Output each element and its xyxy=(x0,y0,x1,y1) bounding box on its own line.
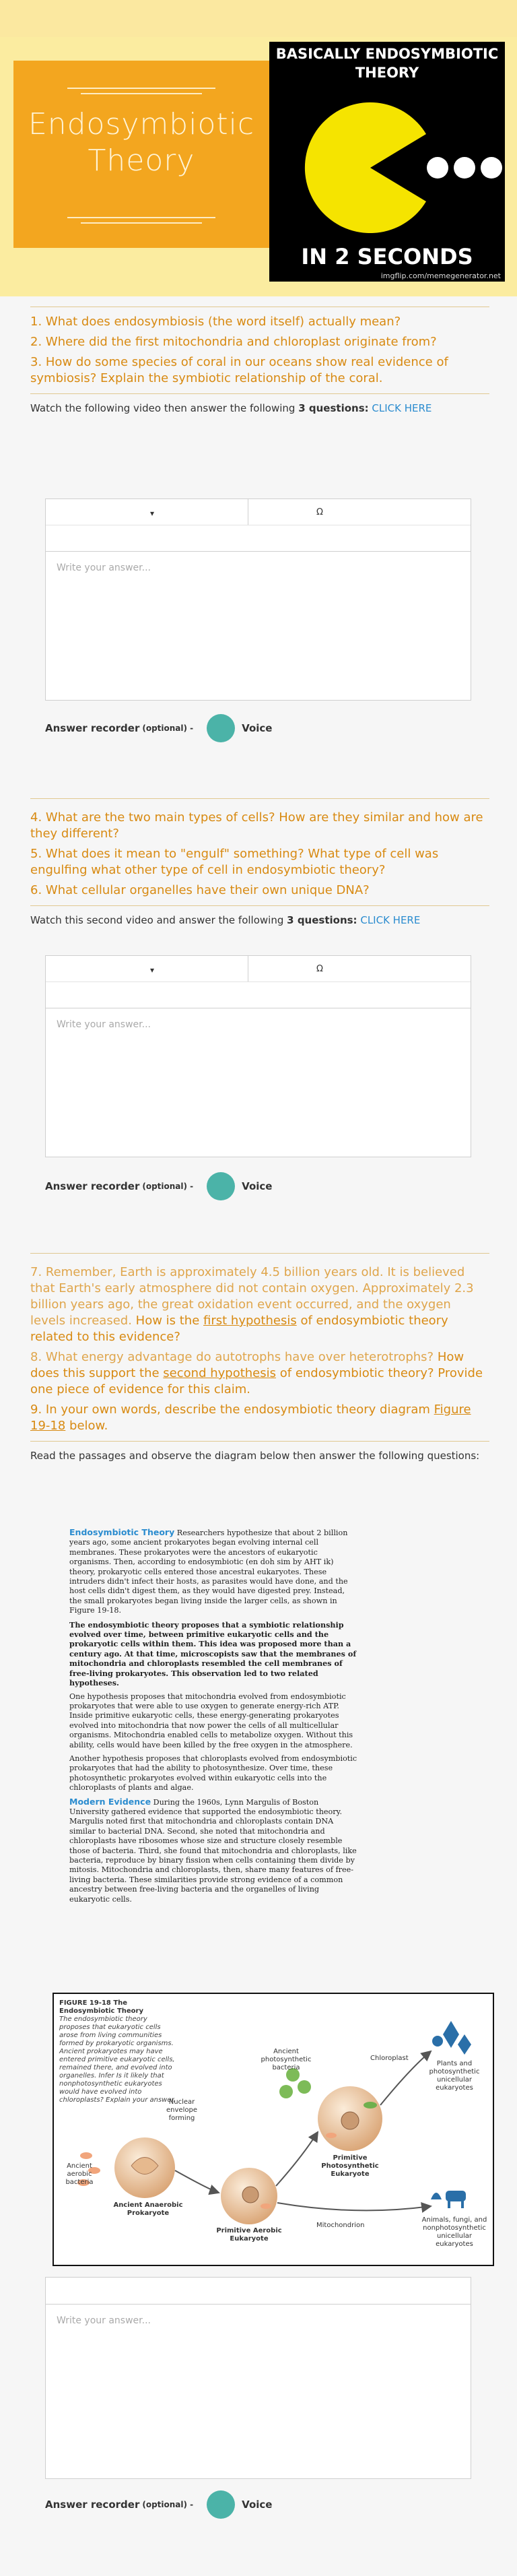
label-chloroplast: Chloroplast xyxy=(370,2055,409,2062)
section-3 xyxy=(30,1246,489,1516)
question-7-emphasis: first hypothesis xyxy=(203,1314,297,1328)
label-photosynthetic-eukaryote: Primitive Photosynthetic Eukaryote xyxy=(321,2154,379,2178)
omega-icon[interactable]: Ω xyxy=(316,964,323,974)
answer-recorder-2 xyxy=(45,1172,272,1200)
label-plants: Plants and photosynthetic unicellular eukaryotes xyxy=(429,2060,480,2092)
voice-record-button[interactable] xyxy=(207,714,235,742)
pacman-icon xyxy=(305,102,426,233)
recorder-optional: (optional) - xyxy=(142,2500,194,2509)
prompt-bold: 3 questions: xyxy=(298,402,369,414)
question-3: 3. How do some species of coral in our oceans show real evidence of symbiosis? Explain the symbiotic relationship of the coral. xyxy=(30,355,448,385)
title-line-1: Endosymbiotic xyxy=(28,107,255,141)
figure-caption-title: FIGURE 19-18 The Endosymbiotic Theory xyxy=(59,1999,143,2015)
title-rule xyxy=(67,217,215,218)
title-rule xyxy=(81,222,202,224)
question-8-end: of endosymbiotic theory? Provide one piece of evidence for this claim. xyxy=(30,1366,483,1396)
answer-input[interactable]: Write your answer... xyxy=(57,1019,151,1030)
label-nuclear-envelope: Nuclear envelope forming xyxy=(166,2098,197,2122)
question-9-end: below. xyxy=(69,1419,108,1433)
question-4: 4. What are the two main types of cells? How are they similar and how are they different? xyxy=(30,810,483,841)
mitochondrion xyxy=(326,2133,337,2138)
question-5: 5. What does it mean to "engulf" something? What type of cell was engulfing what other type of cell in endosymbiotic theory? xyxy=(30,847,439,877)
prompt-bold: 3 questions: xyxy=(287,914,357,926)
passage-paragraph: One hypothesis proposes that mitochondria evolved from endosymbiotic prokaryotes that were able to use oxygen to generate energy-rich ATP. Inside primitive eukaryotic cells, these energy-generating prokaryotes evolved into mitochondria that now power the cells of all multicellular organisms. Mitochondria enabled cells to metabolize oxygen. Without this ability, cells would have been killed by the free oxygen in the atmosphere. xyxy=(69,1692,353,1749)
divider xyxy=(30,905,489,906)
aerobic-bacterium xyxy=(80,2152,92,2159)
label-aerobic-eukaryote: Primitive Aerobic Eukaryote xyxy=(216,2227,282,2243)
textbook-passage xyxy=(69,1528,359,1908)
title-line-2: Theory xyxy=(88,143,195,178)
dot-icon xyxy=(454,157,475,179)
dot-icon xyxy=(427,157,448,179)
answer-editor-2[interactable] xyxy=(45,955,471,1157)
voice-label[interactable]: Voice xyxy=(242,2499,273,2511)
dropdown-icon[interactable]: ▾ xyxy=(150,965,155,975)
prompt-text: Watch this second video and answer the following xyxy=(30,914,284,926)
figure-caption-body: The endosymbiotic theory proposes that eukaryotic cells arose from living communities formed by prokaryotic organisms. Ancient prokaryotes may have entered primitive eukaryotic cells, remained there, and evolved into organelles. Infer Is it likely that nonphotosynthetic eukaryotes would have evolved into chloroplasts? Explain your answer. xyxy=(59,2016,176,2104)
divider xyxy=(30,393,489,394)
nucleus xyxy=(242,2187,258,2203)
answer-input[interactable]: Write your answer... xyxy=(57,2315,151,2326)
title-card xyxy=(13,61,269,248)
chloroplast xyxy=(364,2102,377,2108)
voice-label[interactable]: Voice xyxy=(242,1180,273,1192)
answer-editor-3[interactable] xyxy=(45,2277,471,2479)
divider xyxy=(30,798,489,799)
label-animals: Animals, fungi, and nonphotosynthetic unicellular eukaryotes xyxy=(421,2216,487,2248)
omega-icon[interactable]: Ω xyxy=(316,507,323,517)
question-8 xyxy=(30,1349,489,1398)
video-prompt xyxy=(30,913,489,928)
photosynthetic-bacterium xyxy=(279,2085,293,2098)
section-2 xyxy=(30,792,489,960)
dropdown-icon[interactable]: ▾ xyxy=(150,509,155,518)
divider xyxy=(30,1253,489,1254)
header-strip xyxy=(0,0,517,37)
prompt-text: Watch the following video then answer the following xyxy=(30,402,296,414)
question-7-end: of endosymbiotic theory related to this evidence? xyxy=(30,1314,448,1344)
answer-recorder-1 xyxy=(45,714,272,742)
title-rule xyxy=(67,88,215,89)
voice-record-button[interactable] xyxy=(207,2490,235,2519)
question-8-context: 8. What energy advantage do autotrophs have over heterotrophs? xyxy=(30,1350,434,1364)
divider xyxy=(30,1441,489,1442)
passage-heading: Modern Evidence xyxy=(69,1796,151,1807)
title-rule xyxy=(81,93,202,94)
question-8-emphasis: second hypothesis xyxy=(163,1366,277,1380)
question-6: 6. What cellular organelles have their own unique DNA? xyxy=(30,883,370,897)
arrow xyxy=(175,2170,219,2193)
animal-icon xyxy=(431,2191,466,2208)
answer-recorder-3 xyxy=(45,2490,272,2519)
recorder-label: Answer recorder xyxy=(45,1180,140,1192)
arrow xyxy=(277,2203,431,2210)
recorder-optional: (optional) - xyxy=(142,1182,194,1191)
pacman-graphic xyxy=(269,90,505,245)
recorder-label: Answer recorder xyxy=(45,722,140,734)
figure-reference: Figure 19-18 xyxy=(30,1403,471,1433)
voice-label[interactable]: Voice xyxy=(242,722,273,734)
photosynthetic-bacterium xyxy=(298,2080,311,2094)
answer-editor-1[interactable] xyxy=(45,498,471,701)
question-9 xyxy=(30,1402,489,1434)
meme-credit: imgflip.com/memegenerator.net xyxy=(380,271,501,280)
question-1: 1. What does endosymbiosis (the word itself) actually mean? xyxy=(30,315,401,329)
video-prompt xyxy=(30,401,489,416)
voice-record-button[interactable] xyxy=(207,1172,235,1200)
editor-toolbar xyxy=(46,956,471,1008)
label-ancient-aerobic: Ancient aerobic bacteria xyxy=(65,2162,94,2186)
passage-paragraph: The endosymbiotic theory proposes that a symbiotic relationship evolved over time, between primitive eukaryotic cells and the prokaryotic cells within them. This idea was proposed more than a century ago. At that time, microscopists saw that the membranes of mitochondria and chloroplasts resembled the cell membranes of free-living prokaryotes. This observation led to two related hypotheses. xyxy=(69,1619,357,1688)
meme-bottom-text: IN 2 SECONDS xyxy=(301,244,473,269)
question-9-ask: 9. In your own words, describe the endosymbiotic theory diagram xyxy=(30,1403,430,1417)
passage-paragraph: Another hypothesis proposes that chloroplasts evolved from endosymbiotic prokaryotes that had the ability to photosynthesize. Over time, these photosynthetic prokaryotes evolved within eukaryotic cells into the chloroplasts of plants and algae. xyxy=(69,1753,357,1793)
passage-paragraph: During the 1960s, Lynn Margulis of Boston University gathered evidence that supported the endosymbiotic theory. Margulis noted first that mitochondria and chloroplasts contain DNA similar to bacterial DNA. Second, she noted that mitochondria and chloroplasts have ribosomes whose size and structure closely resemble those of bacteria. Third, she found that mitochondria and chloroplasts, like bacteria, reproduce by binary fission when cells containing them divide by mitosis. Mitochondria and chloroplasts, then, share many features of free-living bacteria. These similarities provide strong evidence of a common ancestry between free-living bacteria and the organelles of living eukaryotic cells. xyxy=(69,1797,357,1904)
passage-prompt: Read the passages and observe the diagram below then answer the following questions: xyxy=(30,1450,480,1462)
plant-icon xyxy=(432,2021,471,2055)
recorder-optional: (optional) - xyxy=(142,723,194,733)
meme-top-text: BASICALLY ENDOSYMBIOTIC THEORY xyxy=(275,46,499,81)
mitochondrion xyxy=(261,2203,271,2209)
label-anaerobic-prokaryote: Ancient Anaerobic Prokaryote xyxy=(113,2201,183,2217)
question-7 xyxy=(30,1264,489,1345)
page-title xyxy=(13,106,269,179)
answer-input[interactable]: Write your answer... xyxy=(57,562,151,573)
question-7-context: 7. Remember, Earth is approximately 4.5 billion years old. It is believed that Earth's early atmosphere did not contain oxygen. Approximately 2.3 billion years ago, the great oxidation event occurred, and the oxygen levels increased. xyxy=(30,1265,474,1328)
question-8-ask: How does this support the xyxy=(30,1350,464,1380)
passage-heading: Endosymbiotic Theory xyxy=(69,1527,175,1537)
question-2: 2. Where did the first mitochondria and chloroplast originate from? xyxy=(30,335,437,349)
meme-image xyxy=(269,42,505,282)
question-7-ask: How is the xyxy=(135,1314,200,1328)
dot-icon xyxy=(481,157,502,179)
nucleus xyxy=(341,2112,359,2129)
video-link[interactable]: CLICK HERE xyxy=(360,914,421,926)
editor-toolbar xyxy=(46,2278,471,2305)
video-link[interactable]: CLICK HERE xyxy=(372,402,432,414)
label-photosynthetic-bacteria: Ancient photosynthetic bacteria xyxy=(261,2048,312,2071)
recorder-label: Answer recorder xyxy=(45,2499,140,2511)
toolbar-line xyxy=(46,981,471,982)
passage-paragraph: Researchers hypothesize that about 2 billion years ago, some ancient prokaryotes began evolving internal cell membranes. These prokaryotes were the ancestors of eukaryotic organisms. Then, according to endosymbiotic (en doh sim by AHT ik) theory, prokaryotic cells entered those ancestral eukaryotes. These intruders didn't infect their hosts, as parasites would have done, and the host cells didn't digest them, as they would have digested prey. Instead, the small prokaryotes began living inside the larger cells, as shown in Figure 19-18. xyxy=(69,1528,348,1615)
label-mitochondrion: Mitochondrion xyxy=(316,2222,365,2229)
editor-toolbar xyxy=(46,499,471,552)
endosymbiotic-figure xyxy=(53,1993,494,2266)
